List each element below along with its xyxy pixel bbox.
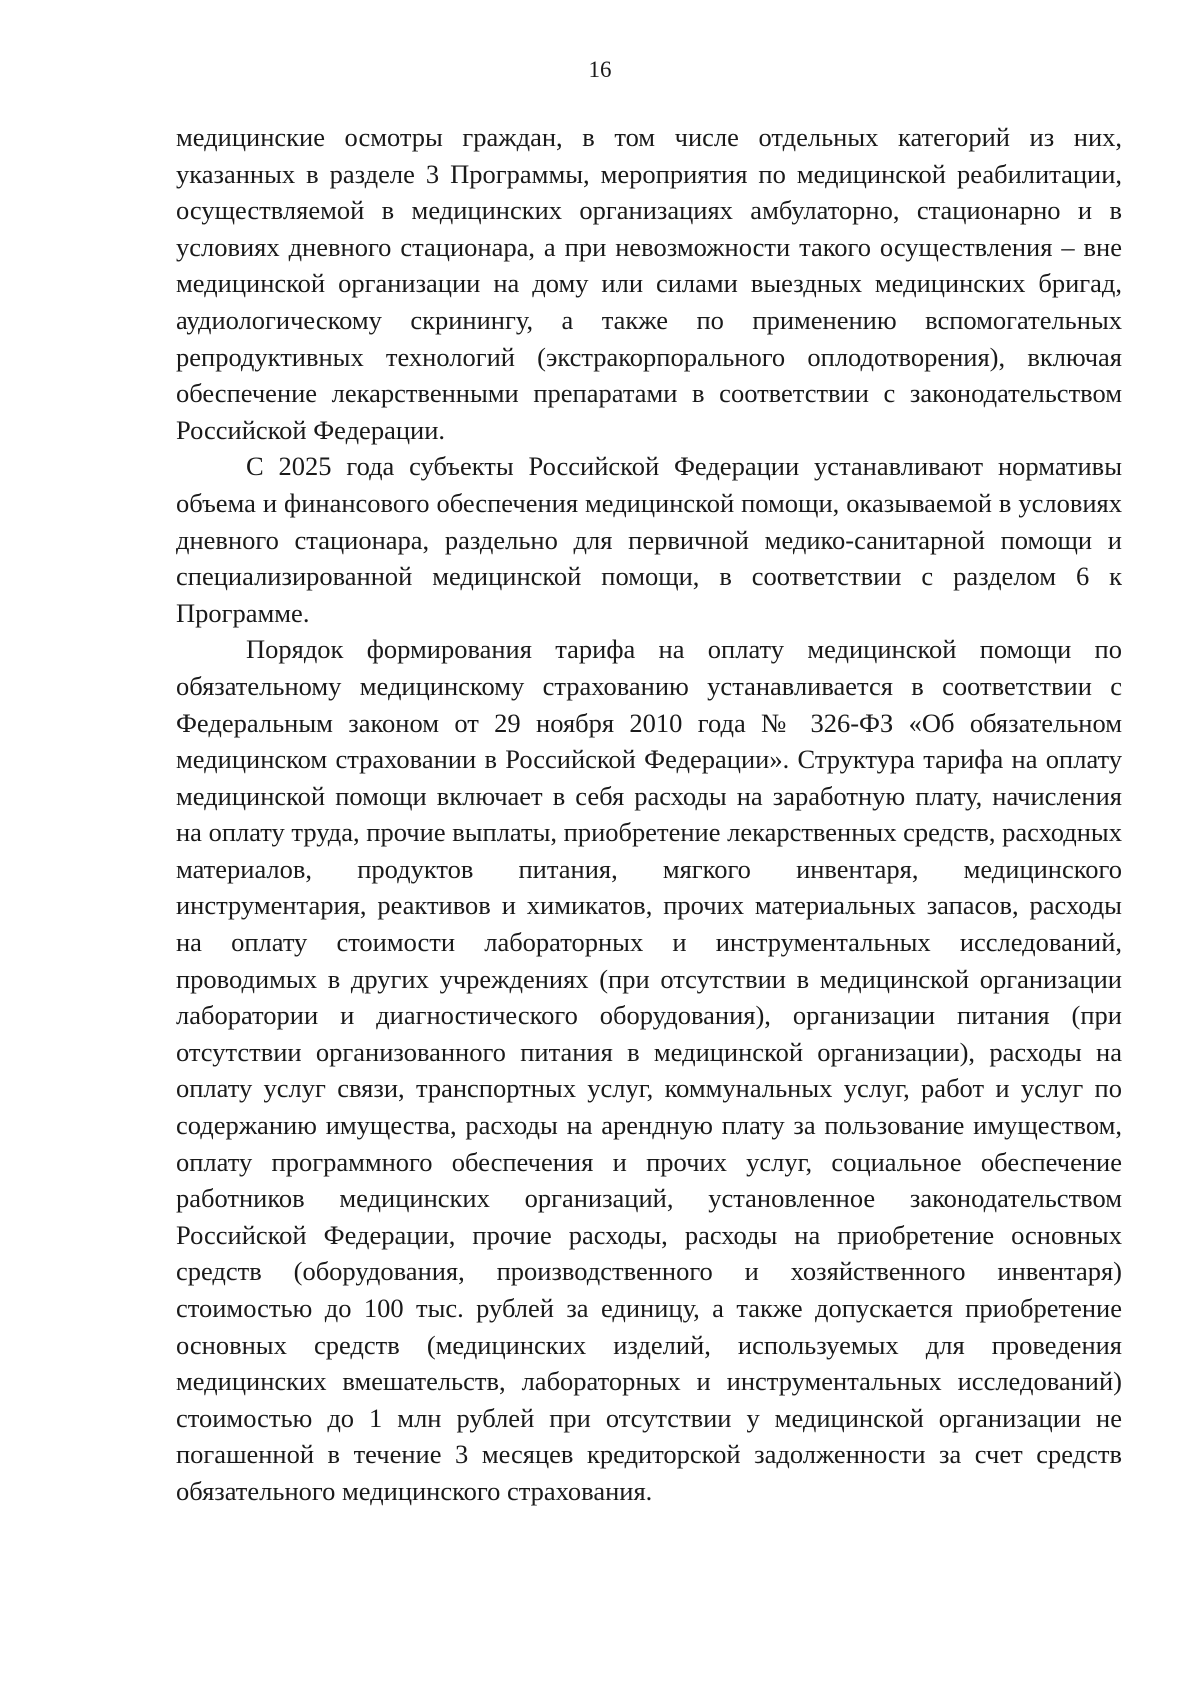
document-body [176, 119, 1122, 1510]
paragraph-tariff-structure: Порядок формирования тарифа на оплату медицинской помощи по обязательному медицинскому страхованию устанавливается в соответствии с Федеральным законом от 29 ноября 2010 года № 326-ФЗ «Об обязательном медицинском страховании в Российской Федерации». Структура тарифа на оплату медицинской помощи включает в себя расходы на заработную плату, начисления на оплату труда, прочие выплаты, приобретение лекарственных средств, расходных материалов, продуктов питания, мягкого инвентаря, медицинского инструментария, реактивов и химикатов, прочих материальных запасов, расходы на оплату стоимости лабораторных и инструментальных исследований, проводимых в других учреждениях (при отсутствии в медицинской организации лаборатории и диагностического оборудования), организации питания (при отсутствии организованного питания в медицинской организации), расходы на оплату услуг связи, транспортных услуг, коммунальных услуг, работ и услуг по содержанию имущества, расходы на арендную плату за пользование имуществом, оплату программного обеспечения и прочих услуг, социальное обеспечение работников медицинских организаций, установленное законодательством Российской Федерации, прочие расходы, расходы на приобретение основных средств (оборудования, производственного и хозяйственного инвентаря) стоимостью до 100 тыс. рублей за единицу, а также допускается приобретение основных средств (медицинских изделий, используемых для проведения медицинских вмешательств, лабораторных и инструментальных исследований) стоимостью до 1 млн рублей при отсутствии у медицинской организации не погашенной в течение 3 месяцев кредиторской задолженности за счет средств обязательного медицинского страхования. [176, 634, 1122, 1506]
page-number: 16 [588, 57, 612, 82]
paragraph-day-hospital-norms: С 2025 года субъекты Российской Федерации устанавливают нормативы объема и финансового обеспечения медицинской помощи, оказываемой в условиях дневного стационара, раздельно для первичной медико-санитарной помощи и специализированной медицинской помощи, в соответствии с разделом 6 к Программе. [176, 451, 1122, 628]
paragraph-continuation: медицинские осмотры граждан, в том числе отдельных категорий из них, указанных в разделе 3 Программы, мероприятия по медицинской реабилитации, осуществляемой в медицинских организациях амбулаторно, стационарно и в условиях дневного стационара, а при невозможности такого осуществления – вне медицинской организации на дому или силами выездных медицинских бригад, аудиологическому скринингу, а также по применению вспомогательных репродуктивных технологий (экстракорпорального оплодотворения), включая обеспечение лекарственными препаратами в соответствии с законодательством Российской Федерации. [176, 122, 1122, 445]
